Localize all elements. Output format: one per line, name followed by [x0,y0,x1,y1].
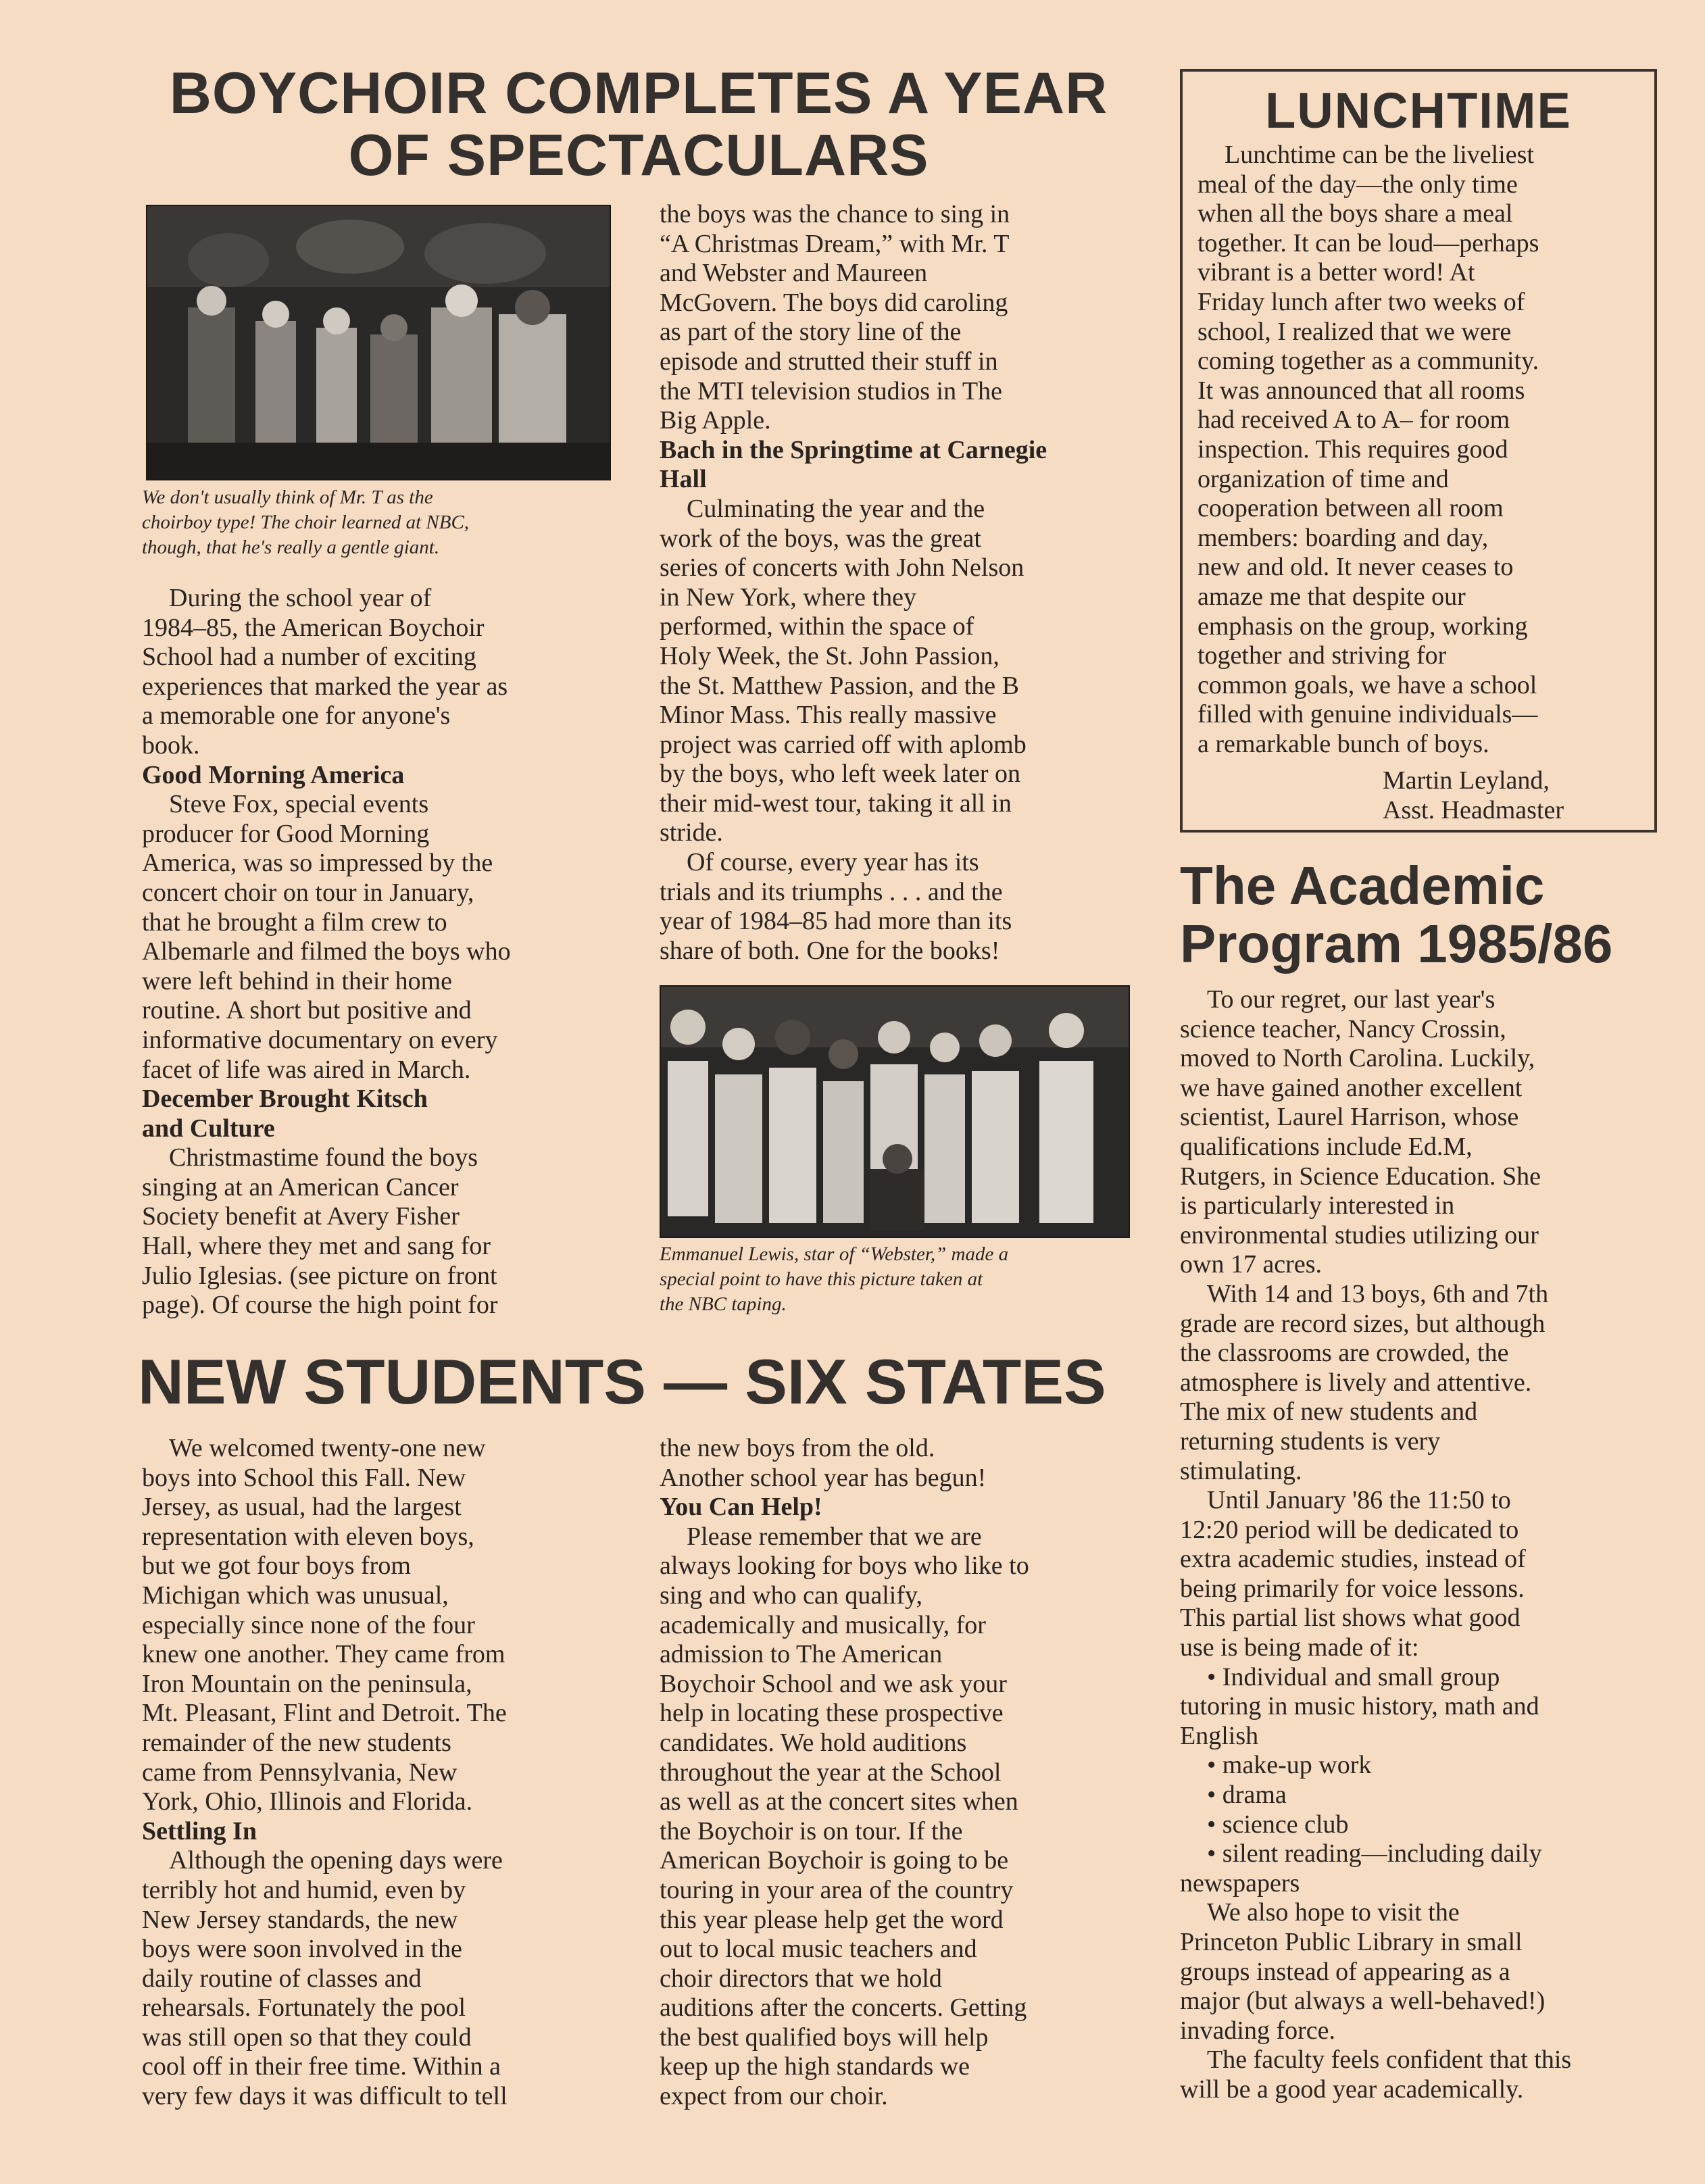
text-line: invading force. [1180,2016,1336,2045]
lunchtime-signature [1383,766,1564,825]
text-line: boys into School this Fall. New [142,1463,466,1492]
text-line: was still open so that they could [142,2022,472,2052]
text-line: filled with genuine individuals— [1197,700,1538,729]
text-line: out to local music teachers and [660,1935,977,1964]
text-line: touring in your area of the country [660,1875,1014,1904]
text-line: Friday lunch after two weeks of [1197,287,1525,316]
text-line: help in locating these prospective [660,1699,1004,1728]
text-line: cool off in their free time. Within a [142,2052,501,2081]
text-line: The mix of new students and [1180,1397,1478,1426]
text-line: when all the boys share a meal [1197,199,1513,228]
lunchtime-box [1180,69,1657,833]
text-line: • make-up work [1207,1751,1372,1780]
text-line: Big Apple. [660,406,771,435]
text-line: the boys was the chance to sing in [660,200,1010,228]
text-line: being primarily for voice lessons. [1180,1574,1525,1603]
subheading: December Brought Kitsch [142,1085,428,1114]
caption-line: special point to have this picture taken at [660,1268,983,1290]
text-line: the MTI television studios in The [660,376,1002,405]
text-line: Boychoir School and we ask your [660,1669,1007,1698]
text-line: expect from our choir. [660,2082,888,2111]
text-line: vibrant is a better word! At [1197,258,1475,287]
text-line: that he brought a film crew to [142,908,447,937]
text-line: daily routine of classes and [142,1964,422,1993]
text-line: facet of life was aired in March. [142,1055,471,1084]
text-line: producer for Good Morning [142,819,430,848]
text-line: year of 1984–85 had more than its [660,907,1012,936]
text-line: • science club [1207,1810,1349,1839]
caption-line: Emmanuel Lewis, star of “Webster,” made a [660,1243,1009,1265]
text-line: Culminating the year and the [687,494,985,523]
text-line: the new boys from the old. [660,1434,935,1462]
text-line: trials and its triumphs . . . and the [660,877,1003,906]
text-line: boys were soon involved in the [142,1935,462,1964]
text-line: keep up the high standards we [660,2052,970,2081]
text-line: stride. [660,818,723,847]
text-line: Lunchtime can be the liveliest [1225,141,1534,169]
new-students-column-1 [142,1434,508,2112]
text-line: English [1180,1721,1259,1750]
subheading: You Can Help! [660,1493,822,1522]
text-line: New Jersey standards, the new [142,1905,458,1934]
text-line: by the boys, who left week later on [660,760,1020,789]
new-students-headline: NEW STUDENTS — SIX STATES [138,1346,1106,1417]
text-line: will be a good year academically. [1180,2075,1524,2104]
text-line: moved to North Carolina. Luckily, [1180,1044,1535,1073]
text-line: The faculty feels confident that this [1207,2045,1572,2075]
text-line: Christmastime found the boys [169,1143,478,1172]
text-line: always looking for boys who like to [660,1552,1029,1581]
text-line: informative documentary on every [142,1025,498,1054]
text-line: common goals, we have a school [1197,670,1537,699]
text-line: series of concerts with John Nelson [660,553,1024,582]
text-line: had received A to A– for room [1197,405,1510,435]
photo-emmanuel-caption [660,1242,1008,1317]
new-students-column-2 [660,1434,1029,2112]
photo-emmanuel-lewis [660,985,1130,1238]
lunchtime-body [1197,141,1539,759]
text-line: Princeton Public Library in small [1180,1928,1523,1956]
text-line: cooperation between all room [1197,494,1504,523]
text-line: major (but always a well-behaved!) [1180,1987,1546,2016]
text-line: With 14 and 13 boys, 6th and 7th [1207,1279,1549,1308]
text-line: Although the opening days were [169,1846,503,1875]
caption-line: choirboy type! The choir learned at NBC, [142,512,470,533]
text-line: Albemarle and filmed the boys who [142,937,511,966]
text-line: amaze me that despite our [1197,582,1466,611]
academic-body [1180,985,1571,2105]
boychoir-column-2 [660,200,1047,966]
text-line: admission to The American [660,1640,943,1669]
text-line: School had a number of exciting [142,643,476,672]
text-line: Jersey, as usual, had the largest [142,1493,462,1522]
text-line: Another school year has begun! [660,1463,987,1492]
text-line: share of both. One for the books! [660,936,1000,965]
subheading: Hall [660,465,707,494]
subheading: Settling In [142,1816,257,1845]
text-line: candidates. We hold auditions [660,1728,967,1757]
text-line: During the school year of [169,584,432,612]
text-line: school, I realized that we were [1197,317,1512,346]
text-line: throughout the year at the School [660,1758,1002,1787]
academic-headline-line1: The Academic [1180,855,1545,916]
caption-line: We don't usually think of Mr. T as the [142,487,433,508]
text-line: together. It can be loud—perhaps [1197,228,1539,257]
text-line: singing at an American Cancer [142,1172,459,1201]
text-line: 1984–85, the American Boychoir [142,613,485,642]
text-line: qualifications include Ed.M, [1180,1132,1473,1161]
text-line: science teacher, Nancy Crossin, [1180,1014,1506,1043]
text-line: we have gained another excellent [1180,1073,1523,1102]
text-line: emphasis on the group, working [1197,612,1528,641]
text-line: especially since none of the four [142,1610,475,1639]
text-line: as part of the story line of the [660,318,962,347]
text-line: a remarkable bunch of boys. [1197,729,1489,758]
text-line: To our regret, our last year's [1207,985,1496,1014]
text-line: Steve Fox, special events [169,790,429,819]
text-line: Mt. Pleasant, Flint and Detroit. The [142,1699,507,1728]
boychoir-column-1 [142,584,511,1320]
text-line: use is being made of it: [1180,1633,1419,1662]
text-line: is particularly interested in [1180,1191,1455,1220]
text-line: sing and who can qualify, [660,1581,923,1610]
text-line: new and old. It never ceases to [1197,553,1514,582]
text-line: together and striving for [1197,641,1447,670]
text-line: episode and strutted their stuff in [660,347,998,376]
text-line: McGovern. The boys did caroling [660,288,1008,317]
text-line: Rutgers, in Science Education. She [1180,1162,1541,1191]
text-line: as well as at the concert sites when [660,1787,1018,1816]
subheading: Bach in the Springtime at Carnegie [660,435,1047,464]
text-line: Michigan which was unusual, [142,1581,449,1610]
text-line: Until January '86 the 11:50 to [1207,1486,1511,1515]
subheading: and Culture [142,1114,275,1143]
text-line: York, Ohio, Illinois and Florida. [142,1787,473,1816]
text-line: performed, within the space of [660,612,974,641]
text-line: academically and musically, for [660,1610,986,1639]
text-line: very few days it was difficult to tell [142,2082,508,2111]
text-line: This partial list shows what good [1180,1604,1521,1633]
boychoir-headline-line2: OF SPECTACULARS [348,123,929,188]
text-line: returning students is very [1180,1426,1441,1456]
text-line: their mid-west tour, taking it all in [660,789,1012,818]
text-line: terribly hot and humid, even by [142,1875,466,1904]
boychoir-headline [142,62,1135,187]
text-line: the best qualified boys will help [660,2022,989,2052]
text-line: remainder of the new students [142,1728,451,1757]
text-line: Of course, every year has its [687,848,979,877]
text-line: experiences that marked the year as [142,672,508,701]
text-line: came from Pennsylvania, New [142,1758,458,1787]
text-line: Minor Mass. This really massive [660,701,997,730]
text-line: inspection. This requires good [1197,435,1508,464]
photo-mr-t-choir [146,205,611,480]
text-line: and Webster and Maureen [660,259,928,288]
text-line: knew one another. They came from [142,1640,505,1669]
text-line: Society benefit at Avery Fisher [142,1202,460,1231]
text-line: It was announced that all rooms [1197,376,1525,405]
text-line: members: boarding and day, [1197,523,1489,552]
caption-line: though, that he's really a gentle giant. [142,537,440,558]
text-line: environmental studies utilizing our [1180,1220,1539,1249]
text-line: stimulating. [1180,1456,1302,1485]
text-line: coming together as a community. [1197,347,1539,376]
text-line: tutoring in music history, math and [1180,1692,1539,1721]
text-line: the St. Matthew Passion, and the B [660,671,1019,700]
text-line: the classrooms are crowded, the [1180,1339,1509,1368]
text-line: project was carried off with aplomb [660,730,1027,759]
text-line: grade are record sizes, but although [1180,1309,1546,1338]
boychoir-headline-line1: BOYCHOIR COMPLETES A YEAR [169,61,1108,126]
text-line: in New York, where they [660,582,916,612]
text-line: concert choir on tour in January, [142,878,474,907]
text-line: American Boychoir is going to be [660,1846,1009,1875]
text-line: but we got four boys from [142,1552,411,1581]
text-line: America, was so impressed by the [142,849,493,878]
text-line: scientist, Laurel Harrison, whose [1180,1103,1519,1132]
text-line: a memorable one for anyone's [142,701,451,730]
text-line: were left behind in their home [142,966,453,995]
text-line: We welcomed twenty-one new [169,1434,486,1462]
text-line: We also hope to visit the [1207,1898,1460,1927]
text-line: groups instead of appearing as a [1180,1957,1510,1986]
text-line: Iron Mountain on the peninsula, [142,1669,472,1698]
text-line: newspapers [1180,1868,1300,1897]
text-line: the Boychoir is on tour. If the [660,1816,963,1845]
text-line: own 17 acres. [1180,1250,1322,1279]
text-line: 12:20 period will be dedicated to [1180,1515,1519,1544]
text-line: Please remember that we are [687,1522,982,1551]
text-line: routine. A short but positive and [142,996,472,1025]
text-line: • drama [1207,1781,1287,1810]
text-line: choir directors that we hold [660,1964,942,1993]
signature-name: Martin Leyland, [1383,766,1550,795]
lunchtime-headline: LUNCHTIME [1265,82,1572,139]
text-line: • Individual and small group [1207,1662,1500,1691]
text-line: atmosphere is lively and attentive. [1180,1368,1532,1397]
signature-title: Asst. Headmaster [1383,795,1564,824]
text-line: meal of the day—the only time [1197,170,1518,199]
text-line: this year please help get the word [660,1905,1004,1934]
text-line: Julio Iglesias. (see picture on front [142,1261,497,1290]
text-line: book. [142,730,200,760]
text-line: “A Christmas Dream,” with Mr. T [660,229,1010,258]
text-line: • silent reading—including daily [1207,1839,1542,1868]
text-line: representation with eleven boys, [142,1522,474,1551]
text-line: page). Of course the high point for [142,1291,498,1320]
text-line: extra academic studies, instead of [1180,1545,1526,1574]
text-line: organization of time and [1197,464,1449,493]
caption-line: the NBC taping. [660,1293,787,1315]
academic-headline-line2: Program 1985/86 [1180,914,1613,974]
text-line: rehearsals. Fortunately the pool [142,1993,466,2022]
text-line: work of the boys, was the great [660,524,981,553]
academic-headline [1180,857,1612,973]
photo-mr-t-caption [142,485,469,560]
subheading: Good Morning America [142,760,405,789]
text-line: Holy Week, the St. John Passion, [660,641,999,670]
text-line: auditions after the concerts. Getting [660,1993,1027,2022]
text-line: Hall, where they met and sang for [142,1232,491,1261]
